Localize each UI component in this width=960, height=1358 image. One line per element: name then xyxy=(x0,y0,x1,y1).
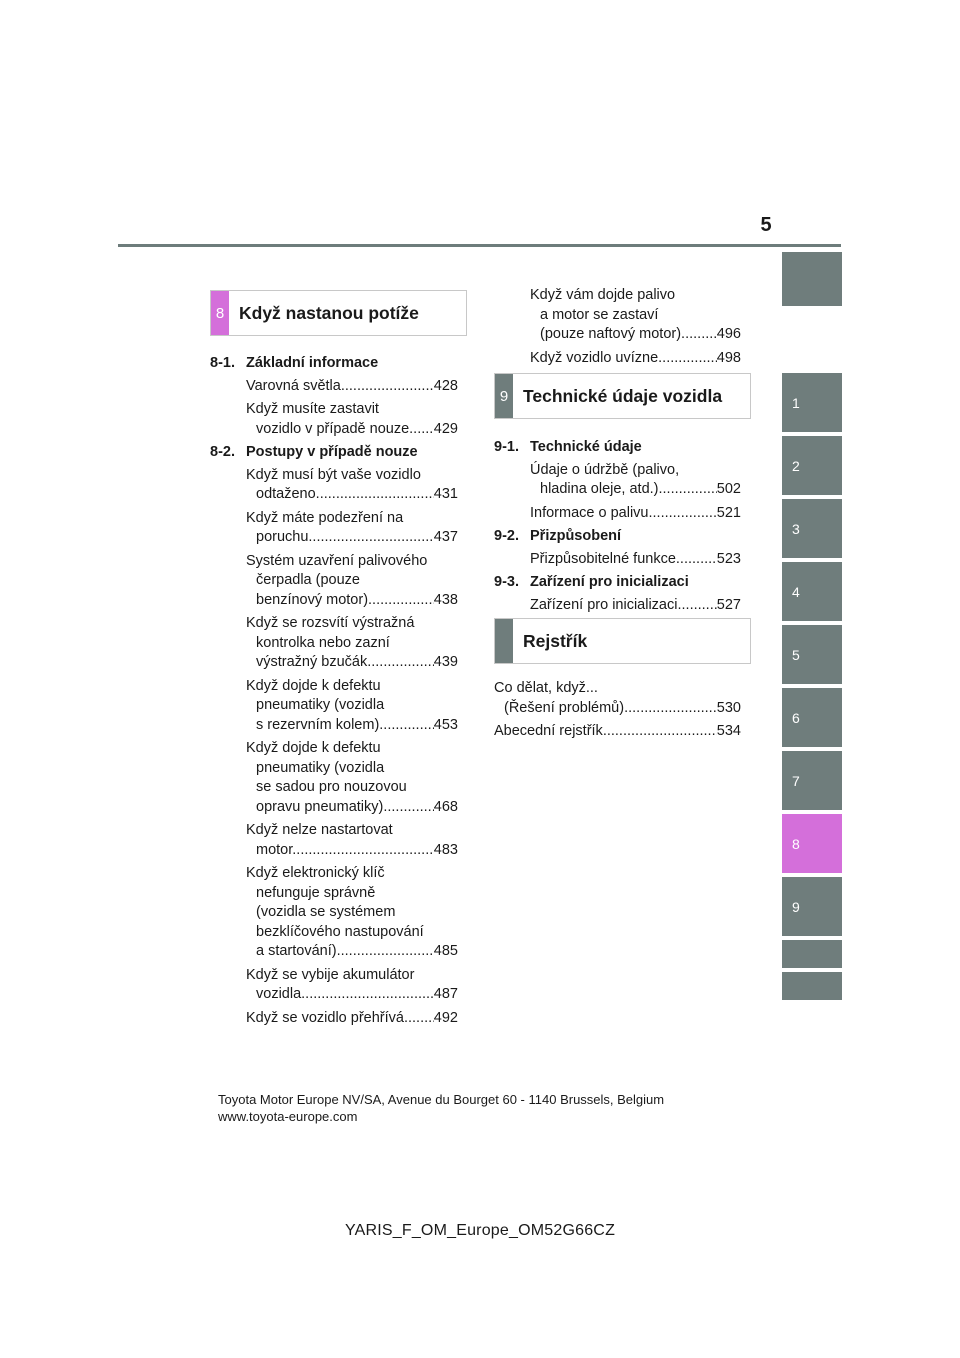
side-tab-5[interactable]: 5 xyxy=(782,625,842,684)
toc-entry-what-to-do[interactable]: Co dělat, když... (Řešení problémů) ..... 530 xyxy=(494,679,741,718)
index-header xyxy=(494,618,751,664)
toc-right-column xyxy=(494,434,741,619)
toc-entry-electronic-key[interactable]: Když elektronický klíč nefunguje správně (vozidla se systémem bezklíčového nastupování a startování) ..... 485 xyxy=(210,864,458,962)
side-tab-9[interactable]: 9 xyxy=(782,877,842,936)
side-tab-8[interactable]: 8 xyxy=(782,814,842,873)
side-tab-3[interactable]: 3 xyxy=(782,499,842,558)
section-8-header xyxy=(210,290,467,336)
footer-url[interactable]: www.toyota-europe.com xyxy=(218,1109,358,1124)
chapter-8-2[interactable]: 8-2. Postupy v případě nouze xyxy=(210,444,418,460)
toc-entry-flat-tire-spare[interactable]: Když dojde k defektu pneumatiky (vozidla s rezervním kolem) ..... 453 xyxy=(210,677,458,736)
side-tab-1[interactable]: 1 xyxy=(782,373,842,432)
toc-entry-initialization[interactable]: Zařízení pro inicializaci ..... 527 xyxy=(494,596,741,616)
side-tab-7[interactable]: 7 xyxy=(782,751,842,810)
chapter-9-1[interactable]: 9-1. Technické údaje xyxy=(494,439,642,455)
section-8-title: Když nastanou potíže xyxy=(239,302,419,323)
toc-entry-out-of-fuel[interactable]: Když vám dojde palivo a motor se zastaví (pouze naftový motor) ..... 496 xyxy=(494,286,741,345)
toc-entry-customizable-features[interactable]: Přizpůsobitelné funkce ..... 523 xyxy=(494,550,741,570)
toc-left-column xyxy=(210,350,458,1032)
chapter-9-2[interactable]: 9-2. Přizpůsobení xyxy=(494,528,622,544)
toc-entry-maintenance-data[interactable]: Údaje o údržbě (palivo, hladina oleje, atd.) ..... 502 xyxy=(494,461,741,500)
toc-right-top xyxy=(494,286,741,372)
toc-entry-warning-lights[interactable]: Varovná světla ..... 428 xyxy=(210,377,458,397)
toc-entry-emergency-stop[interactable]: Když musíte zastavit vozidlo v případě nouze ..... 429 xyxy=(210,400,458,439)
toc-entry-flat-tire-repair-kit[interactable]: Když dojde k defektu pneumatiky (vozidla se sadou pro nouzovou opravu pneumatiky) ..... 468 xyxy=(210,739,458,817)
toc-entry-battery-discharged[interactable]: Když se vybije akumulátor vozidla ..... 487 xyxy=(210,966,458,1005)
side-tab-index-a[interactable] xyxy=(782,940,842,968)
side-tab-6[interactable]: 6 xyxy=(782,688,842,747)
toc-entry-malfunction[interactable]: Když máte podezření na poruchu ..... 437 xyxy=(210,509,458,548)
toc-entry-fuel-info[interactable]: Informace o palivu ..... 521 xyxy=(494,504,741,524)
toc-entry-vehicle-stuck[interactable]: Když vozidlo uvízne ..... 498 xyxy=(494,349,741,369)
section-8-tag: 8 xyxy=(211,291,229,335)
toc-entry-engine-wont-start[interactable]: Když nelze nastartovat motor ..... 483 xyxy=(210,821,458,860)
side-tab-4[interactable]: 4 xyxy=(782,562,842,621)
section-9-title: Technické údaje vozidla xyxy=(523,385,723,406)
footer xyxy=(218,1091,664,1125)
chapter-9-3[interactable]: 9-3. Zařízení pro inicializaci xyxy=(494,574,689,590)
footer-address: Toyota Motor Europe NV/SA, Avenue du Bourget 60 - 1140 Brussels, Belgium xyxy=(218,1092,665,1107)
toc-entry-fuel-pump-shutoff[interactable]: Systém uzavření palivového čerpadla (pouze benzínový motor) ..... 438 xyxy=(210,552,458,611)
toc-entry-alphabetical-index[interactable]: Abecední rejstřík ..... 534 xyxy=(494,722,741,742)
toc-entry-towing[interactable]: Když musí být vaše vozidlo odtaženo ..... 431 xyxy=(210,466,458,505)
section-9-header xyxy=(494,373,751,419)
side-tab-index-b[interactable] xyxy=(782,972,842,1000)
toc-entry-warning-light-buzzer[interactable]: Když se rozsvítí výstražná kontrolka nebo zazní výstražný bzučák ..... 439 xyxy=(210,614,458,673)
section-9-tag: 9 xyxy=(495,374,513,418)
side-tab-blank-top[interactable] xyxy=(782,252,842,306)
chapter-8-1[interactable]: 8-1. Základní informace xyxy=(210,355,379,371)
toc-entry-overheating[interactable]: Když se vozidlo přehřívá ..... 492 xyxy=(210,1009,458,1029)
toc-index-column xyxy=(494,679,741,746)
index-title: Rejstřík xyxy=(523,630,588,651)
side-tab-2[interactable]: 2 xyxy=(782,436,842,495)
document-id: YARIS_F_OM_Europe_OM52G66CZ xyxy=(344,1222,616,1239)
page-number: 5 xyxy=(760,214,772,236)
index-tag xyxy=(495,619,513,663)
header-rule xyxy=(118,244,841,247)
